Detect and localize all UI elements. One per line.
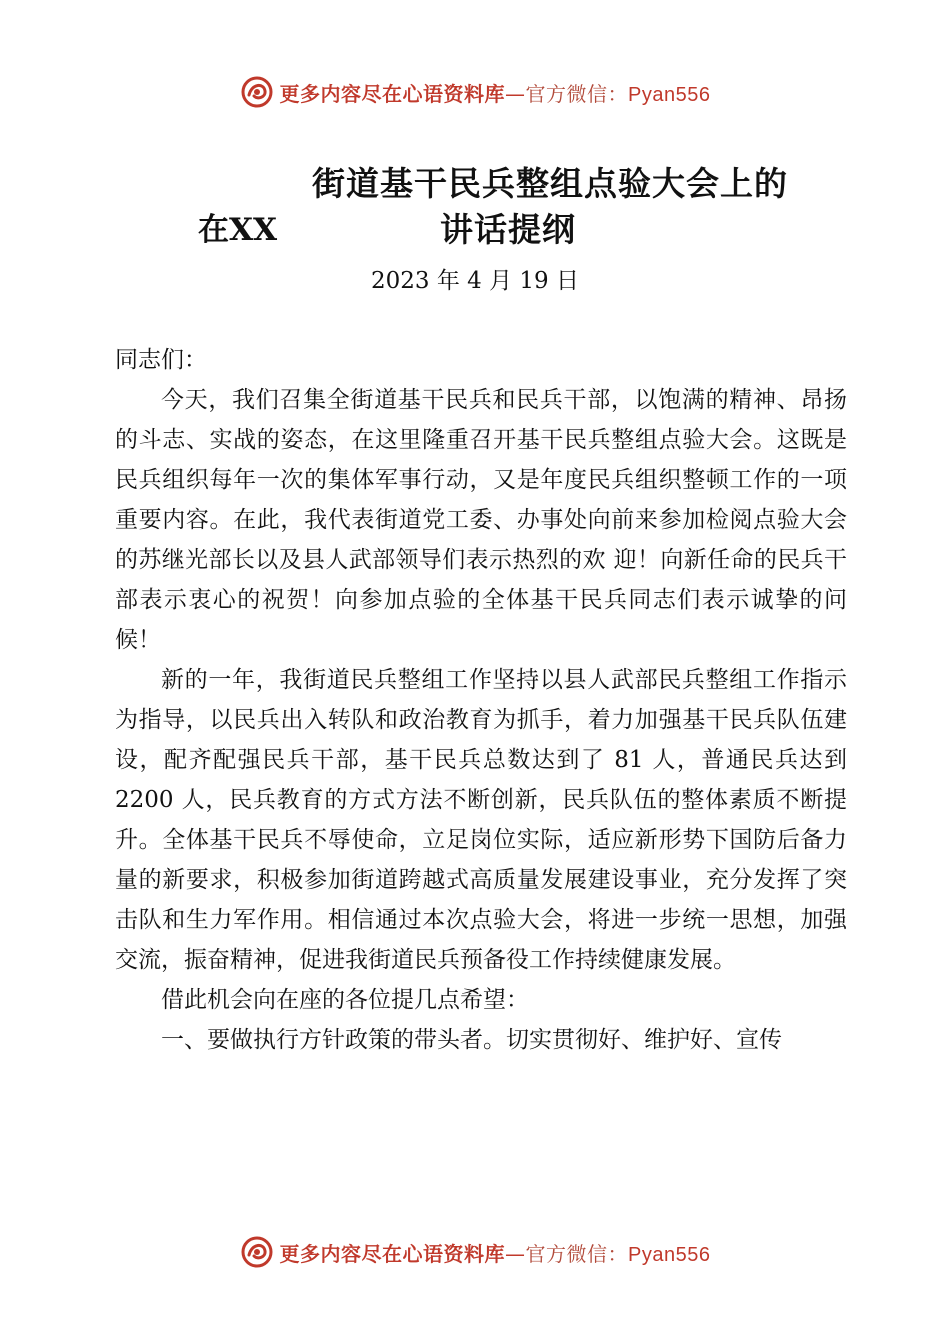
- swirl-logo-icon: [240, 75, 274, 109]
- watermark-header: [0, 72, 950, 112]
- watermark-text: [280, 1238, 711, 1267]
- watermark-wechat-id: Pyan556: [628, 83, 711, 106]
- watermark-site-text: 更多内容尽在心语资料库: [279, 81, 506, 106]
- watermark-separator: —: [505, 81, 526, 106]
- document-title-line1: 街道基干民兵整组点验大会上的: [312, 164, 788, 203]
- greeting: 同志们：: [115, 347, 207, 373]
- paragraph-3: 借此机会向在座的各位提几点希望：: [161, 987, 529, 1013]
- paragraph-4: 一、要做执行方针政策的带头者。切实贯彻好、维护好、宣传: [161, 1027, 782, 1053]
- watermark-site-text: 更多内容尽在心语资料库: [279, 1241, 506, 1266]
- document-title-line2: 讲话提纲: [440, 210, 576, 249]
- paragraph-2: 新的一年，我街道民兵整组工作坚持以县人武部民兵整组工作指示为指导，以民兵出入转队和政治教育为抓手，着力加强基干民兵队伍建设，配齐配强民兵干部，基干民兵总数达到了 81 人，普通民兵达到 2200 人，民兵教育的方式方法不断创新，民兵队伍的整体素质不断提升。全体基干民兵不辱使命，立足岗位实际，适应新形势下国防后备力量的新要求，积极参加街道跨越式高质量发展建设事业，充分发挥了突击队和生力军作用。相信通过本次点验大会，将进一步统一思想，加强交流，振奋精神，促进我街道民兵预备役工作持续健康发展。: [115, 667, 847, 973]
- paragraph-1: 今天，我们召集全街道基干民兵和民兵干部，以饱满的精神、昂扬的斗志、实战的姿态，在这里隆重召开基干民兵整组点验大会。这既是民兵组织每年一次的集体军事行动，又是年度民兵组织整顿工作的一项重要内容。在此，我代表街道党工委、办事处向前来参加检阅点验大会的苏继光部长以及县人武部领导们表示热烈的欢 迎！向新任命的民兵干部表示衷心的祝贺！向参加点验的全体基干民兵同志们表示诚挚的问候！: [115, 387, 847, 653]
- document-title-prefix: 在XX: [198, 212, 278, 248]
- watermark-footer: [0, 1232, 950, 1272]
- watermark-wechat-id: Pyan556: [628, 1243, 711, 1266]
- swirl-logo-icon: [240, 1235, 274, 1269]
- watermark-text: [280, 78, 711, 107]
- watermark-label: 官方微信：: [525, 1241, 629, 1266]
- watermark-label: 官方微信：: [525, 81, 629, 106]
- watermark-separator: —: [505, 1241, 526, 1266]
- document-body: [115, 340, 847, 1060]
- document-date: 2023 年 4 月 19 日: [371, 268, 579, 294]
